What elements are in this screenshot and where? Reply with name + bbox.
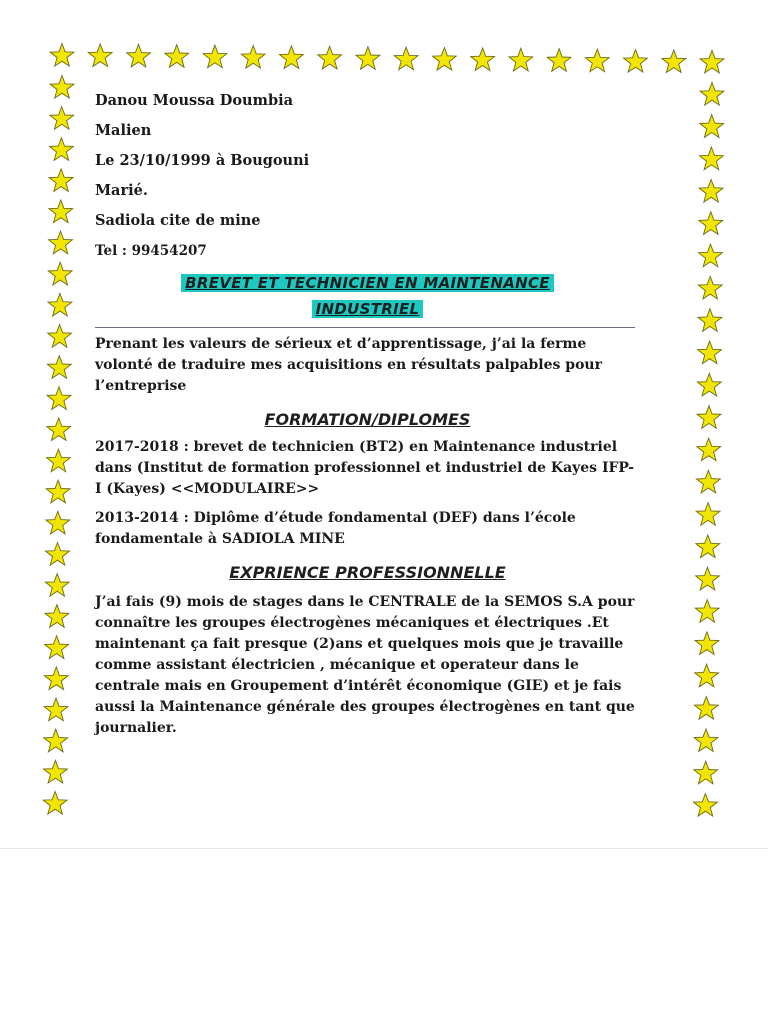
star-icon	[44, 760, 68, 783]
star-icon	[471, 48, 495, 71]
star-icon	[48, 325, 72, 348]
job-title-line-1: BREVET ET TECHNICIEN EN MAINTENANCE	[181, 274, 554, 292]
star-icon	[44, 667, 68, 690]
star-icon	[127, 44, 151, 67]
star-icon	[698, 341, 722, 364]
star-icon	[165, 45, 189, 68]
star-icon	[696, 567, 720, 590]
star-icon	[47, 387, 71, 410]
star-icon	[694, 794, 718, 817]
star-icon	[697, 406, 721, 429]
cv-content	[95, 86, 640, 739]
star-icon	[46, 480, 70, 503]
star-icon	[44, 698, 68, 721]
star-icon	[45, 605, 69, 628]
nationality-line: Malien	[95, 122, 152, 139]
star-icon	[697, 373, 721, 396]
star-icon	[696, 535, 720, 558]
objective-paragraph: Prenant les valeurs de sérieux et d’apprentissage, j’ai la ferme volonté de traduire mes acquisitions en résultats palpables pour l’entreprise	[95, 336, 602, 394]
star-icon	[356, 47, 380, 70]
star-icon	[318, 46, 342, 69]
job-title-banner	[95, 270, 640, 322]
star-icon	[696, 503, 720, 526]
star-icon	[700, 147, 724, 170]
name-line: Danou Moussa Doumbia	[95, 92, 293, 109]
marital-status-line: Marié.	[95, 182, 148, 199]
star-icon	[46, 511, 70, 534]
star-icon	[394, 47, 418, 70]
star-icon	[547, 49, 571, 72]
star-icon	[695, 664, 719, 687]
star-icon	[700, 115, 724, 138]
star-icon	[44, 729, 68, 752]
star-icon	[662, 50, 686, 73]
star-icon	[45, 636, 69, 659]
star-icon	[241, 46, 265, 69]
star-icon	[695, 632, 719, 655]
star-icon	[50, 107, 74, 130]
star-icon	[50, 44, 74, 67]
experience-paragraph: J’ai fais (9) mois de stages dans le CENTRALE de la SEMOS S.A pour connaître les groupes électrogènes mécaniques et électriques .Et maintenant ça fait presque (2)ans et quelques mois que je travaille comme assistant électricien , mécanique et operateur dans le centrale mais en Groupement d’intérêt économique (GIE) et je fais aussi la Maintenance générale des groupes électrogènes en tant que journalier.	[95, 594, 635, 736]
star-icon	[49, 231, 73, 254]
star-icon	[50, 138, 74, 161]
formation-entry-bt2: 2017-2018 : brevet de technicien (BT2) en Maintenance industriel dans (Institut de formation professionnel et industriel de Kayes IFP-I (Kayes) <<MODULAIRE>>	[95, 439, 634, 497]
star-icon	[203, 45, 227, 68]
star-icon	[47, 418, 71, 441]
star-icon	[700, 83, 724, 106]
formation-entry-def: 2013-2014 : Diplôme d’étude fondamental (DEF) dans l’école fondamentale à SADIOLA MINE	[95, 510, 576, 547]
scan-edge	[0, 848, 768, 849]
star-icon	[697, 438, 721, 461]
star-icon	[699, 212, 723, 235]
star-icon	[699, 244, 723, 267]
star-icon	[624, 50, 648, 73]
star-icon	[43, 792, 67, 815]
star-icon	[694, 761, 718, 784]
address-line: Sadiola cite de mine	[95, 212, 261, 229]
star-icon	[280, 46, 304, 69]
job-title-line-2: INDUSTRIEL	[312, 300, 424, 318]
star-icon	[48, 262, 72, 285]
star-icon	[47, 356, 71, 379]
star-icon	[49, 200, 73, 223]
star-icon	[699, 180, 723, 203]
star-icon	[46, 543, 70, 566]
star-icon	[700, 50, 724, 73]
star-icon	[47, 449, 71, 472]
star-icon	[694, 729, 718, 752]
star-icon	[698, 309, 722, 332]
phone-line: Tel : 99454207	[95, 243, 207, 259]
star-icon	[88, 44, 112, 67]
star-icon	[697, 470, 721, 493]
formation-heading: FORMATION/DIPLOMES	[264, 410, 471, 429]
star-icon	[698, 276, 722, 299]
star-icon	[48, 293, 72, 316]
birth-line: Le 23/10/1999 à Bougouni	[95, 152, 310, 169]
star-icon	[433, 48, 457, 71]
star-icon	[694, 697, 718, 720]
experience-heading: EXPRIENCE PROFESSIONNELLE	[229, 563, 506, 582]
star-icon	[49, 169, 73, 192]
star-icon	[585, 49, 609, 72]
star-icon	[509, 48, 533, 71]
star-icon	[45, 574, 69, 597]
star-icon	[50, 76, 74, 99]
divider-rule	[95, 327, 635, 328]
star-icon	[695, 600, 719, 623]
